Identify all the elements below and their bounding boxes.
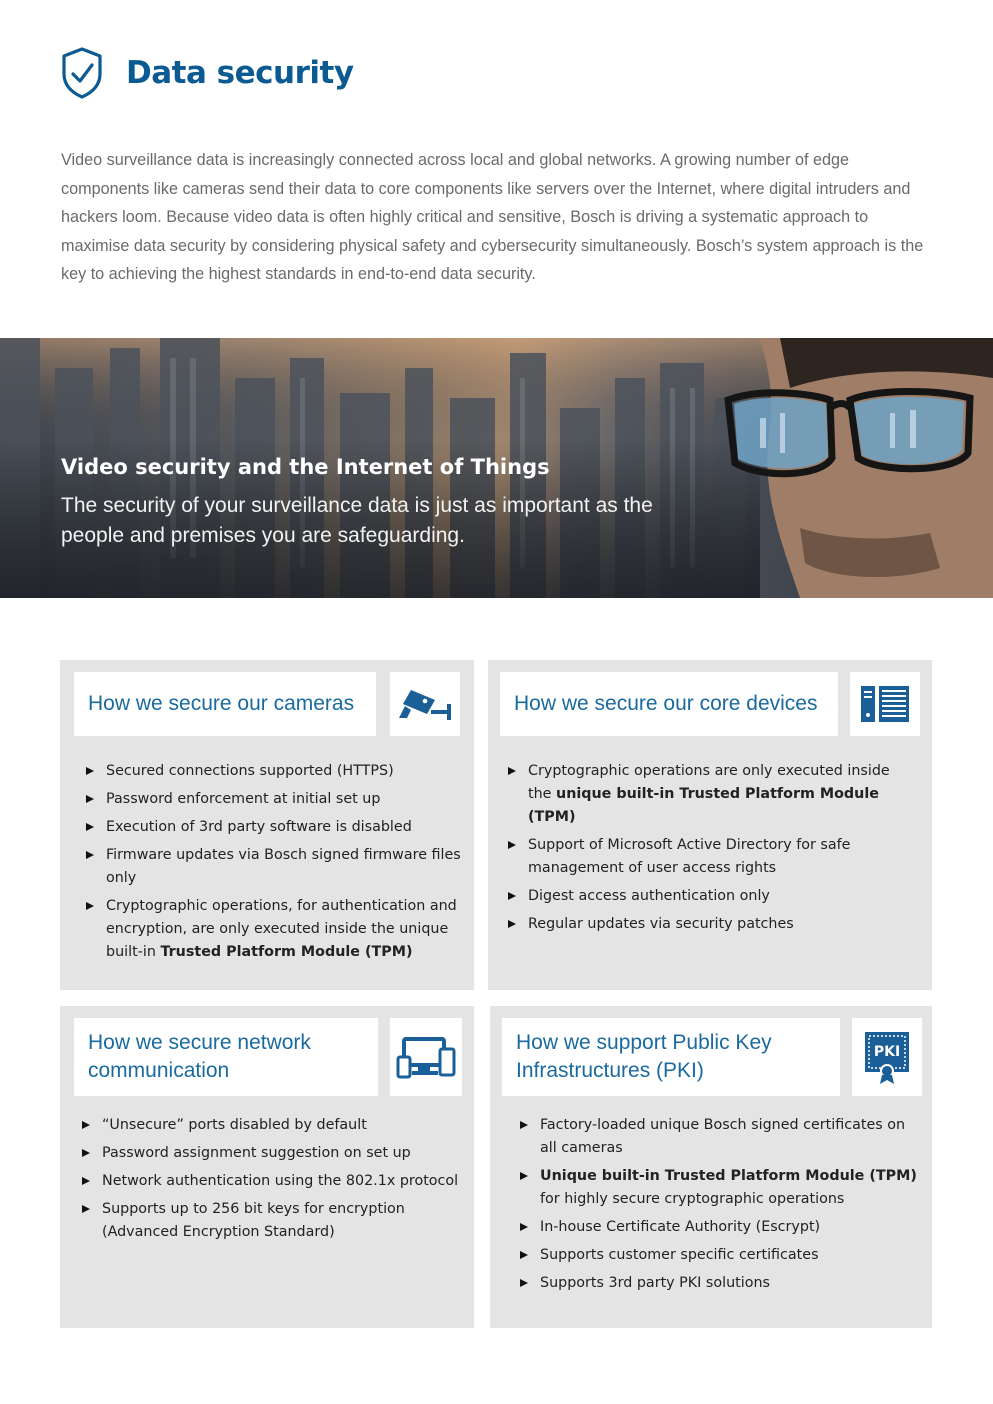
list-item: Password assignment suggestion on set up — [80, 1142, 470, 1165]
list-item: Supports up to 256 bit keys for encryption (Advanced Encryption Standard) — [80, 1198, 470, 1244]
list-item: “Unsecure” ports disabled by default — [80, 1114, 470, 1137]
list-item: In-house Certificate Authority (Escrypt) — [518, 1216, 923, 1239]
card-icon-box — [852, 1018, 922, 1096]
page-header — [60, 44, 354, 102]
card-title: How we secure our core devices — [514, 692, 818, 715]
list-item: Supports 3rd party PKI solutions — [518, 1272, 923, 1295]
intro-paragraph: Video surveillance data is increasingly connected across local and global networks. A growing number of edge components like cameras send their data to core components like servers over the Internet, where digital intruders and hackers loom. Because video data is often highly critical and sensitive, Bosch is driving a systematic approach to maximise data security by considering physical safety and cybersecurity simultaneously. Bosch’s system approach is the key to achieving the highest standards in end-to-end data security. — [61, 151, 924, 283]
list-item: Unique built-in Trusted Platform Module (TPM) for highly secure cryptographic operations — [518, 1165, 923, 1211]
card-title: How we secure network communication — [88, 1031, 311, 1082]
card-cameras — [60, 660, 474, 990]
list-item: Support of Microsoft Active Directory for safe management of user access rights — [506, 834, 916, 880]
camera-icon — [397, 684, 453, 724]
card-title: How we secure our cameras — [88, 692, 355, 715]
list-item: Execution of 3rd party software is disabled — [84, 816, 464, 839]
card-header — [74, 1018, 378, 1096]
list-item: Cryptographic operations are only executed inside the unique built-in Trusted Platform Module (TPM) — [506, 760, 916, 829]
card-list — [80, 1114, 470, 1249]
list-item: Regular updates via security patches — [506, 913, 916, 936]
card-list — [84, 760, 464, 969]
server-icon — [859, 684, 911, 724]
card-icon-box — [850, 672, 920, 736]
banner-subtitle: The security of your surveillance data is just as important as the people and premises you are safeguarding. — [61, 494, 653, 547]
shield-check-icon — [60, 46, 104, 100]
card-network — [60, 1006, 474, 1328]
card-title: How we support Public Key Infrastructures (PKI) — [516, 1031, 772, 1082]
devices-icon — [396, 1035, 456, 1079]
banner-title: Video security and the Internet of Things — [61, 455, 550, 479]
list-item: Network authentication using the 802.1x protocol — [80, 1170, 470, 1193]
card-icon-box — [390, 672, 460, 736]
card-list — [518, 1114, 923, 1300]
list-item: Secured connections supported (HTTPS) — [84, 760, 464, 783]
card-header — [500, 672, 838, 736]
list-item: Cryptographic operations, for authentication and encryption, are only executed inside the unique built-in Trusted Platform Module (TPM) — [84, 895, 464, 964]
card-icon-box — [390, 1018, 462, 1096]
card-header — [502, 1018, 840, 1096]
card-core-devices — [488, 660, 932, 990]
pki-icon-label: PKI — [873, 1044, 901, 1060]
list-item: Password enforcement at initial set up — [84, 788, 464, 811]
card-pki — [490, 1006, 932, 1328]
list-item: Firmware updates via Bosch signed firmware files only — [84, 844, 464, 890]
card-header — [74, 672, 376, 736]
list-item: Digest access authentication only — [506, 885, 916, 908]
card-list — [506, 760, 916, 941]
pki-certificate-icon — [862, 1029, 912, 1085]
page-title: Data security — [126, 55, 354, 91]
list-item: Factory-loaded unique Bosch signed certificates on all cameras — [518, 1114, 923, 1160]
list-item: Supports customer specific certificates — [518, 1244, 923, 1267]
